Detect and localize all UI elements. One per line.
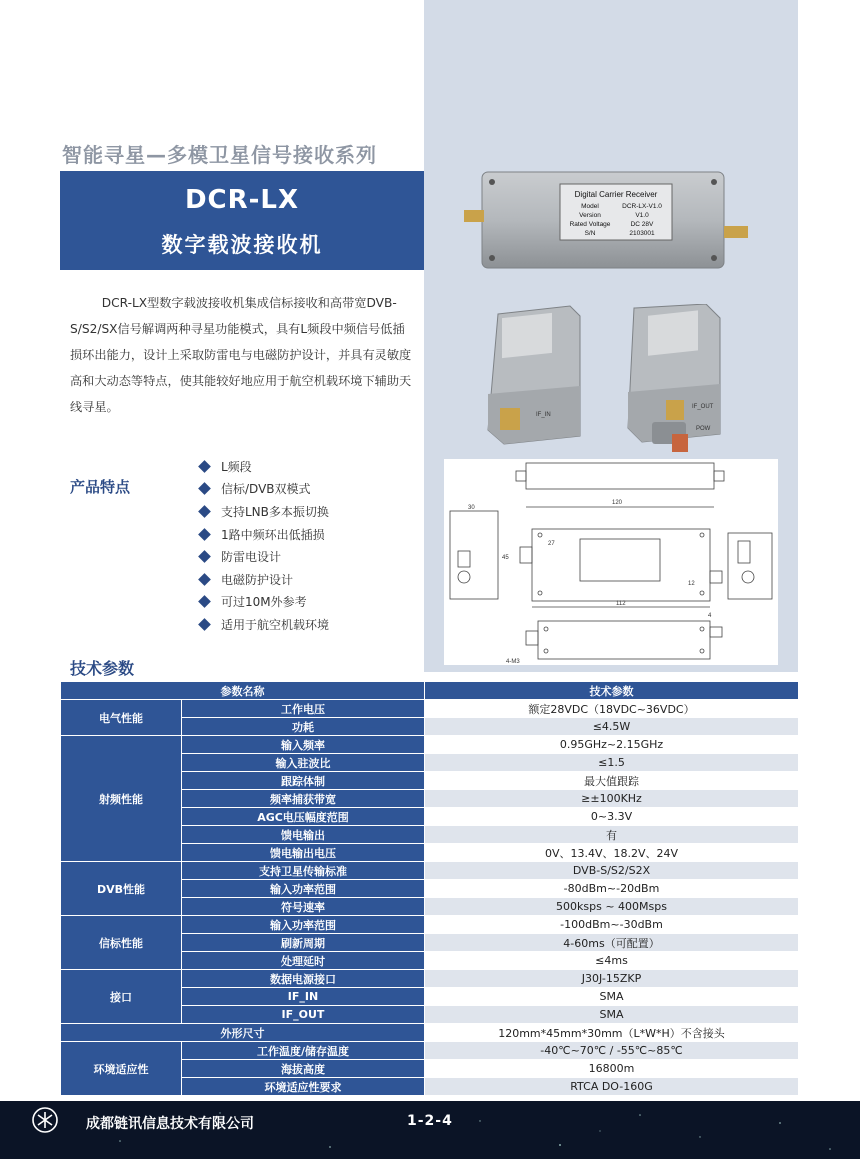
port-label-if-in: IF_IN: [536, 412, 551, 418]
sma-if-in: [500, 408, 520, 430]
param-value-cell: 4-60ms（可配置）: [425, 934, 799, 952]
param-value-cell: J30J-15ZKP: [425, 970, 799, 988]
param-name-cell: 输入驻波比: [182, 754, 425, 772]
table-row: [61, 862, 799, 880]
table-row: [61, 1042, 799, 1060]
param-name-cell: 工作温度/储存温度: [182, 1042, 425, 1060]
param-name-cell: 频率捕获带宽: [182, 790, 425, 808]
product-photo-angle-right: [626, 304, 724, 456]
dim-length: 120: [612, 500, 623, 506]
product-intro: DCR-LX型数字载波接收机集成信标接收和高带宽DVB-S/S2/SX信号解调两种寻星功能模式，具有L频段中频信号低插损环出能力，设计上采取防雷电与电磁防护设计，并具有灵敏度高和大动态等特点，使其能较好地应用于航空机载环境下辅助天线寻星。: [70, 296, 412, 414]
category-cell: 外形尺寸: [61, 1024, 425, 1042]
company-logo-icon: [32, 1107, 58, 1133]
diamond-bullet-icon: [198, 505, 211, 518]
model-name: DCR-LX: [184, 185, 300, 215]
title-banner: [60, 171, 424, 270]
product-name: 数字载波接收机: [161, 233, 323, 257]
param-name-cell: 馈电输出电压: [182, 844, 425, 862]
category-cell: 射频性能: [61, 736, 182, 862]
dim-width: 45: [502, 555, 509, 561]
table-row: [61, 970, 799, 988]
param-value-cell: -100dBm~-30dBm: [425, 916, 799, 934]
sma-connector-right: [724, 226, 748, 238]
param-value-cell: SMA: [425, 1006, 799, 1024]
param-value-cell: 最大值跟踪: [425, 772, 799, 790]
tech-params-title: 技术参数: [70, 659, 135, 678]
port-label-pow: POW: [696, 426, 711, 432]
feature-item: 信标/DVB双模式: [196, 478, 329, 501]
product-photo-top: [462, 170, 752, 270]
sma-if-out: [666, 400, 684, 420]
param-value-cell: 120mm*45mm*30mm（L*W*H）不含接头: [425, 1024, 799, 1042]
param-name-cell: 工作电压: [182, 700, 425, 718]
nameplate-model-val: DCR-LX-V1.0: [622, 203, 662, 210]
nameplate-sn-key: S/N: [584, 230, 596, 237]
param-name-cell: 海拔高度: [182, 1060, 425, 1078]
param-name-cell: IF_IN: [182, 988, 425, 1006]
param-value-cell: ≤4.5W: [425, 718, 799, 736]
param-name-cell: 跟踪体制: [182, 772, 425, 790]
param-value-cell: DVB-S/S2/S2X: [425, 862, 799, 880]
param-value-cell: RTCA DO-160G: [425, 1078, 799, 1096]
dim-edge: 4: [708, 613, 712, 619]
dim-hole-span: 112: [616, 601, 626, 607]
category-cell: 电气性能: [61, 700, 182, 736]
nameplate-model-key: Model: [581, 203, 599, 210]
features-title: 产品特点: [70, 478, 131, 496]
nameplate-voltage-key: Rated Voltage: [569, 221, 611, 228]
param-value-cell: -80dBm~-20dBm: [425, 880, 799, 898]
param-name-cell: 馈电输出: [182, 826, 425, 844]
table-row: [61, 916, 799, 934]
param-value-cell: ≤4ms: [425, 952, 799, 970]
param-value-cell: 16800m: [425, 1060, 799, 1078]
param-name-cell: 刷新周期: [182, 934, 425, 952]
company-name: 成都链讯信息技术有限公司: [86, 1116, 254, 1132]
table-row: [61, 700, 799, 718]
series-title: 智能寻星—多模卫星信号接收系列: [62, 143, 377, 167]
dim-height: 30: [468, 505, 475, 511]
param-value-cell: 有: [425, 826, 799, 844]
param-value-cell: 0~3.3V: [425, 808, 799, 826]
param-value-cell: 额定28VDC（18VDC~36VDC）: [425, 700, 799, 718]
param-name-cell: 输入功率范围: [182, 880, 425, 898]
diamond-bullet-icon: [198, 460, 211, 473]
param-name-cell: 输入频率: [182, 736, 425, 754]
nameplate-title: Digital Carrier Receiver: [574, 190, 658, 199]
param-value-cell: -40℃~70℃ / -55℃~85℃: [425, 1042, 799, 1060]
param-value-cell: 0.95GHz~2.15GHz: [425, 736, 799, 754]
table-header-row: [61, 682, 799, 700]
param-name-cell: 环境适应性要求: [182, 1078, 425, 1096]
param-name-cell: 处理延时: [182, 952, 425, 970]
param-name-cell: 数据电源接口: [182, 970, 425, 988]
param-value-cell: SMA: [425, 988, 799, 1006]
param-name-cell: IF_OUT: [182, 1006, 425, 1024]
product-photo-angle-left: [484, 304, 584, 446]
param-name-cell: 符号速率: [182, 898, 425, 916]
nameplate-voltage-val: DC 28V: [630, 221, 654, 228]
nameplate-sn-val: 2103001: [629, 230, 655, 237]
feature-item: 1路中频环出低插损: [196, 523, 329, 546]
header-param-value: 技术参数: [425, 682, 799, 700]
mechanical-drawing: [444, 459, 778, 665]
port-label-if-out: IF_OUT: [692, 404, 714, 410]
diamond-bullet-icon: [198, 573, 211, 586]
param-value-cell: 500ksps ~ 400Msps: [425, 898, 799, 916]
dim-screws: 4-M3: [506, 659, 520, 665]
diamond-bullet-icon: [198, 618, 211, 631]
diamond-bullet-icon: [198, 595, 211, 608]
param-name-cell: AGC电压幅度范围: [182, 808, 425, 826]
feature-item: 适用于航空机载环境: [196, 613, 329, 636]
category-cell: 信标性能: [61, 916, 182, 970]
param-name-cell: 输入功率范围: [182, 916, 425, 934]
feature-item: 支持LNB多本振切换: [196, 500, 329, 523]
param-name-cell: 支持卫星传输标准: [182, 862, 425, 880]
param-value-cell: ≤1.5: [425, 754, 799, 772]
param-value-cell: 0V、13.4V、18.2V、24V: [425, 844, 799, 862]
nameplate-version-val: V1.0: [635, 212, 649, 219]
feature-item: 电磁防护设计: [196, 568, 329, 591]
feature-item: 防雷电设计: [196, 545, 329, 568]
feature-item: 可过10M外参考: [196, 591, 329, 614]
feature-list: [196, 455, 329, 636]
diamond-bullet-icon: [198, 483, 211, 496]
param-name-cell: 功耗: [182, 718, 425, 736]
dim-connector: 27: [548, 541, 555, 547]
footer: [0, 1101, 860, 1159]
header-param-name: 参数名称: [61, 682, 425, 700]
dim-offset: 12: [688, 581, 695, 587]
category-cell: 接口: [61, 970, 182, 1024]
diamond-bullet-icon: [198, 528, 211, 541]
diamond-bullet-icon: [198, 550, 211, 563]
category-cell: DVB性能: [61, 862, 182, 916]
table-row: [61, 1024, 799, 1042]
tech-params-table: [60, 681, 799, 1096]
table-row: [61, 736, 799, 754]
category-cell: 环境适应性: [61, 1042, 182, 1096]
feature-item: L频段: [196, 455, 329, 478]
sma-connector-left: [464, 210, 484, 222]
page-number: 1-2-4: [407, 1113, 453, 1129]
param-value-cell: ≥±100KHz: [425, 790, 799, 808]
nameplate-version-key: Version: [579, 212, 601, 219]
